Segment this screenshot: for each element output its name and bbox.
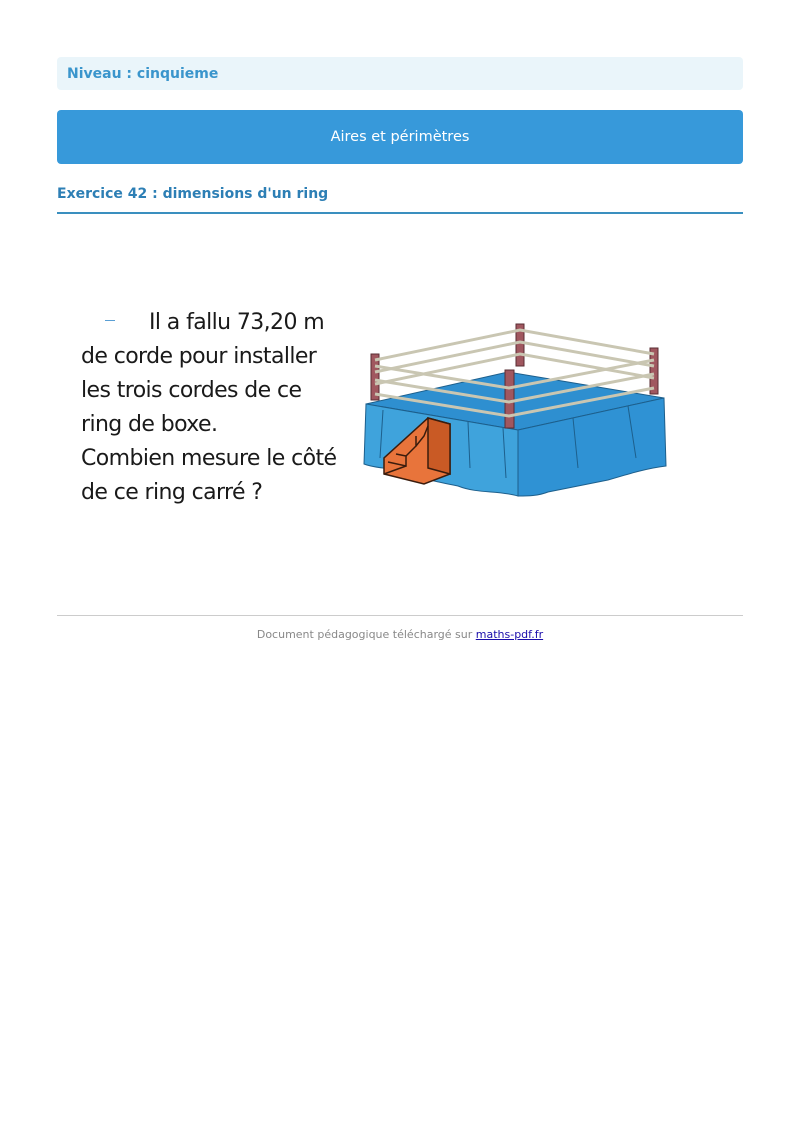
topic-banner	[57, 110, 743, 164]
problem-line: de ce ring carré ?	[81, 480, 263, 505]
problem-line: de corde pour installer	[81, 344, 317, 369]
footer-text: Document pédagogique téléchargé sur	[256, 628, 476, 641]
level-label: Niveau : cinquieme	[67, 65, 219, 82]
problem-line: Combien mesure le côté	[81, 446, 337, 471]
topic-title: Aires et périmètres	[330, 129, 470, 145]
boxing-ring-illustration	[358, 318, 673, 503]
ring-post	[505, 370, 514, 428]
exercise-figure	[70, 290, 690, 520]
footer-link[interactable]: maths-pdf.fr	[475, 628, 544, 641]
problem-line: les trois cordes de ce	[81, 378, 302, 403]
problem-line: Il a fallu 73,20 m	[149, 310, 325, 335]
problem-statement	[81, 306, 356, 510]
footer	[57, 628, 743, 641]
level-banner	[57, 57, 743, 90]
problem-line: ring de boxe.	[81, 412, 218, 437]
exercise-title: Exercice 42 : dimensions d'un ring	[57, 186, 743, 214]
footer-divider	[57, 615, 743, 616]
